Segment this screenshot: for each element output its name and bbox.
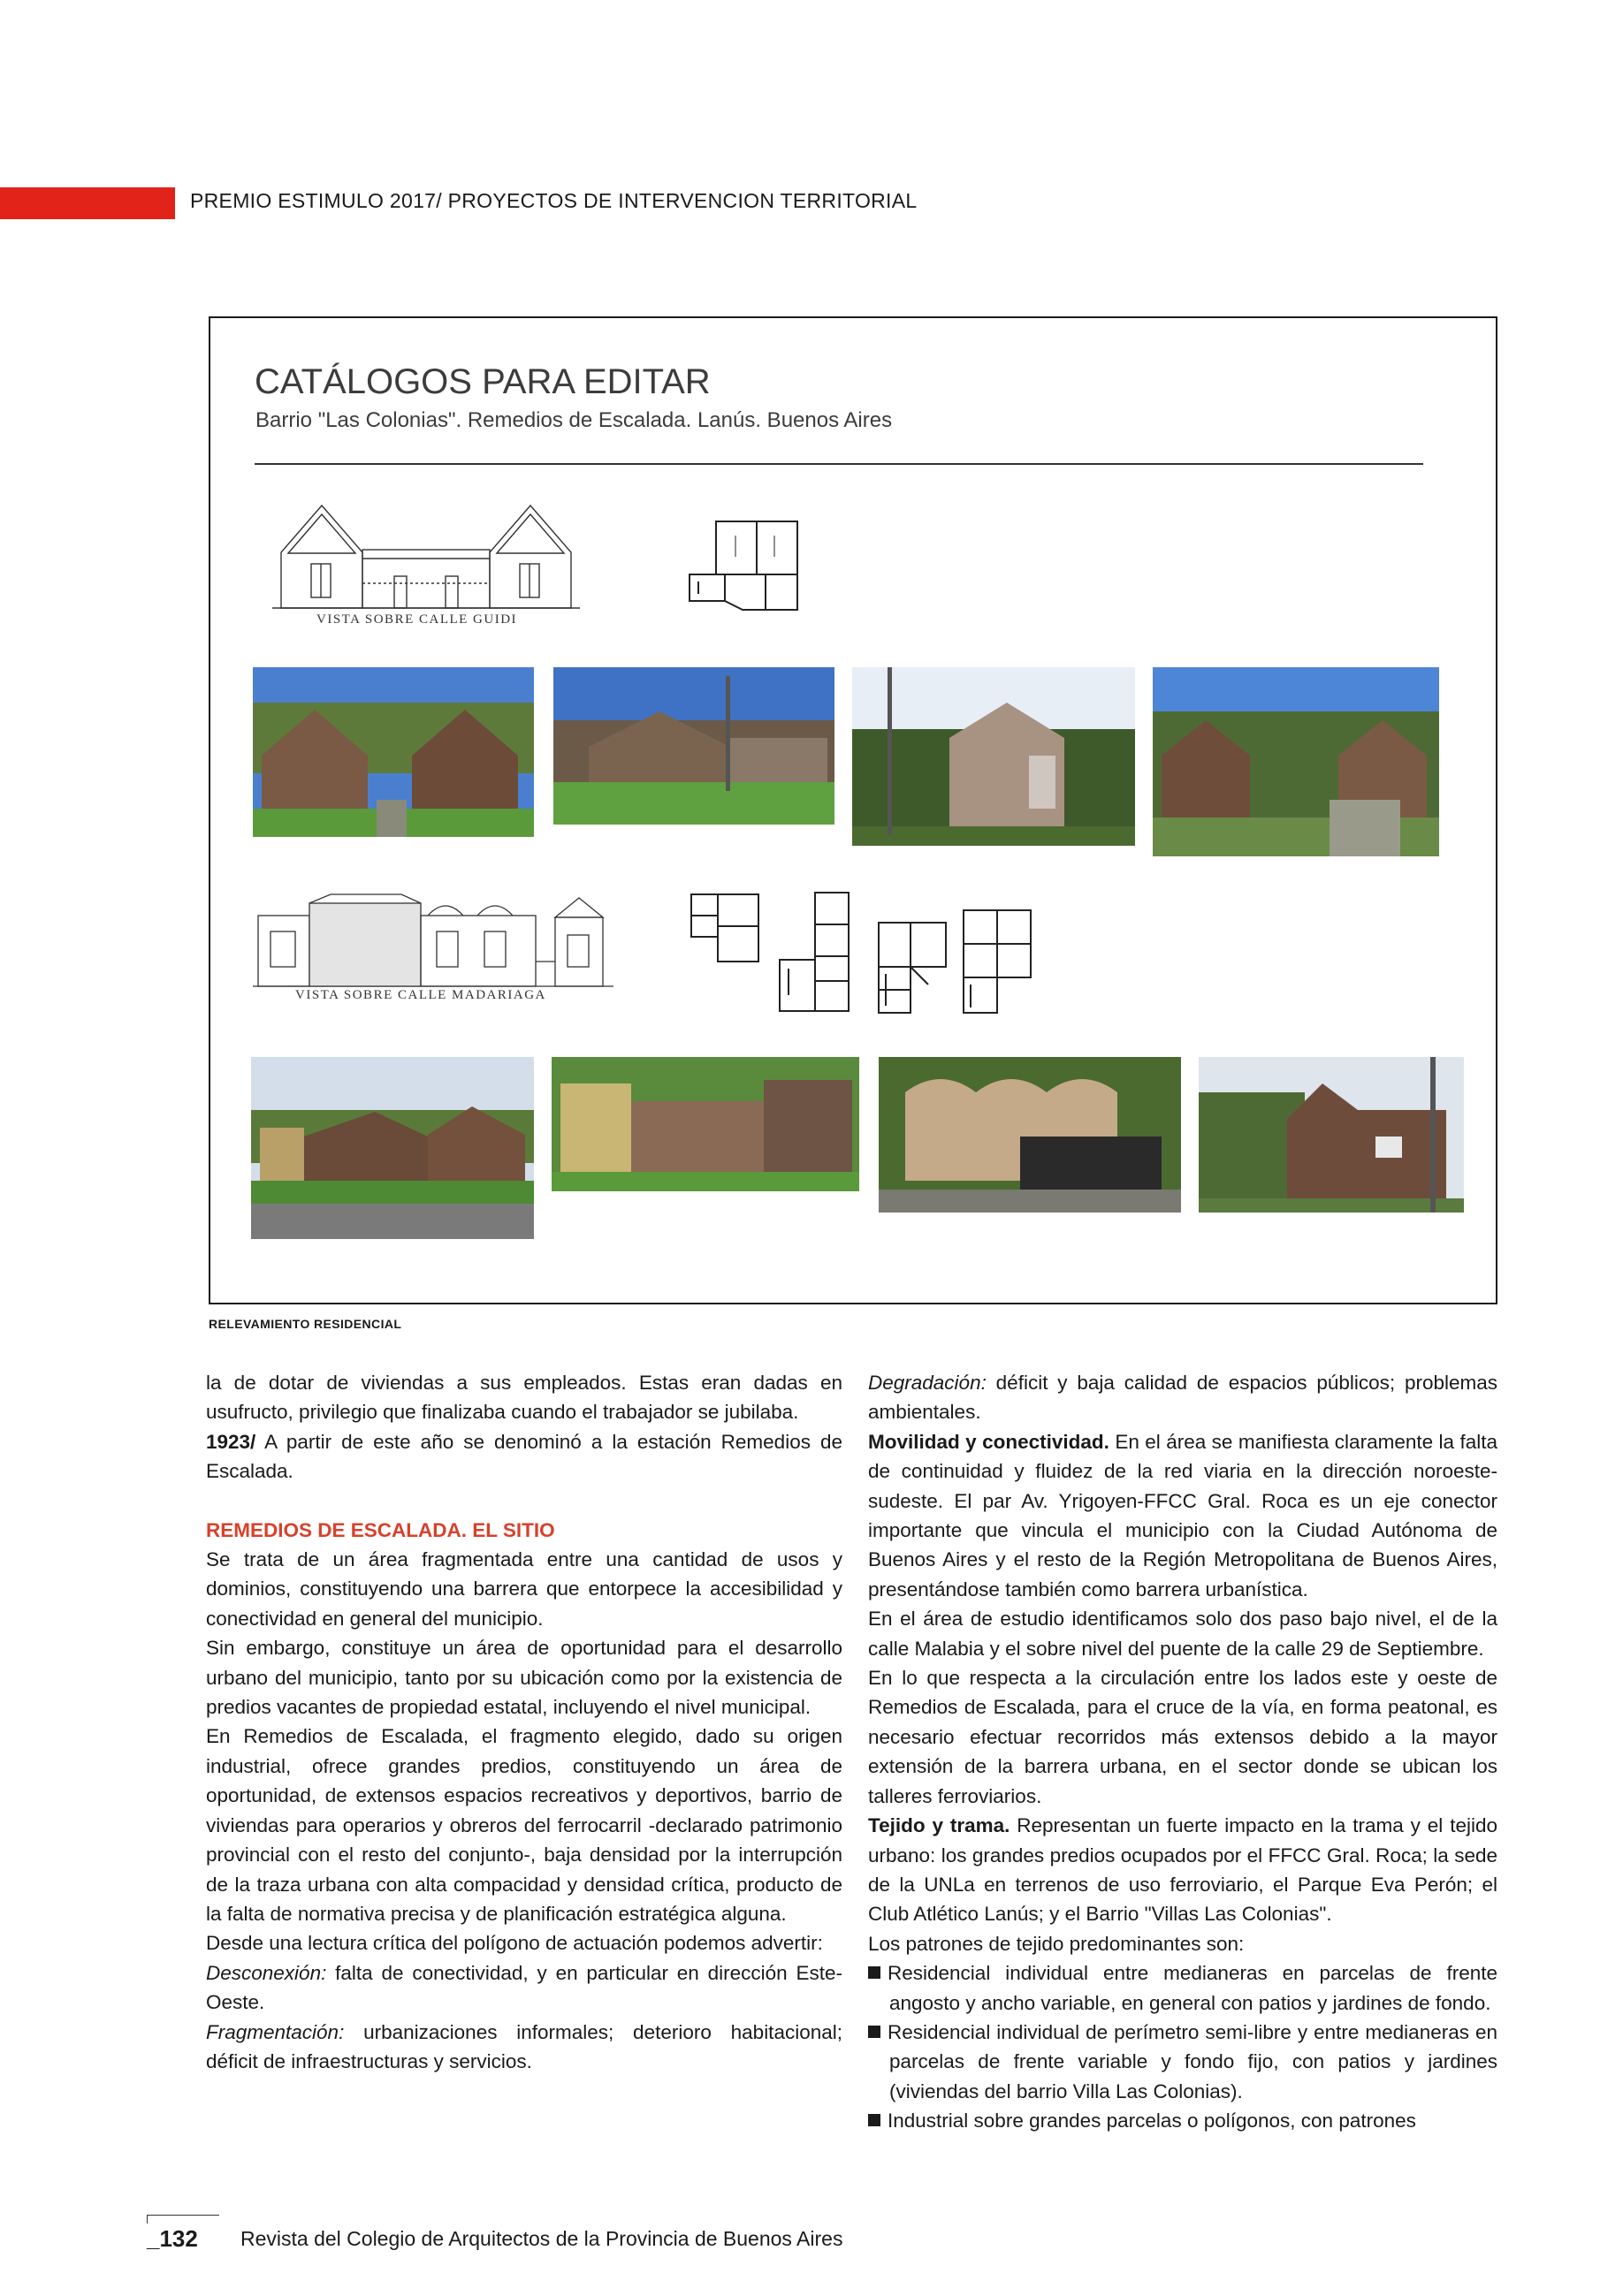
paragraph-movilidad: Movilidad y conectividad. En el área se manifiesta claramente la falta de continuidad y fluidez de la red viaria en la dirección noroeste-sudeste. El par Av. Yrigoyen-FFCC Gral. Roca es un eje conector importante que vincula el municipio con la Ciudad Autónoma de Buenos Aires y el resto de la Región Metropolitana de Buenos Aires, presentándose también como barrera urbanística. <box>868 1430 1497 1600</box>
list-item: Industrial sobre grandes parcelas o polígonos, con patrones <box>868 2106 1497 2135</box>
photo-house-8 <box>1199 1057 1464 1213</box>
figure-title: CATÁLOGOS PARA EDITAR <box>255 362 711 401</box>
figure-caption: RELEVAMIENTO RESIDENCIAL <box>209 1317 402 1331</box>
square-bullet-icon <box>868 2114 880 2126</box>
floor-plan-madariaga-3 <box>875 919 951 1016</box>
elevation-drawing-guidi <box>270 495 582 612</box>
photo-house-3 <box>852 667 1135 846</box>
floor-plan-guidi <box>686 518 810 617</box>
body-column-left <box>206 1368 842 2076</box>
floor-plan-madariaga-4 <box>960 907 1034 1016</box>
floor-plan-madariaga-2 <box>776 889 854 1015</box>
paragraph: la de dotar de viviendas a sus empleados. Estas eran dadas en usufructo, privilegio que finalizaba cuando el trabajador se jubilaba. <box>206 1372 842 1424</box>
paragraph: Los patrones de tejido predominantes son: <box>868 1932 1245 1955</box>
photo-house-7 <box>879 1057 1181 1213</box>
footer-rule <box>147 2215 219 2216</box>
photo-house-2 <box>553 667 834 825</box>
paragraph: Sin embargo, constituye un área de oportunidad para el desarrollo urbano del municipio, tanto por su ubicación como por la existencia de predios vacantes de propiedad estatal, incluyendo el nivel municipal. <box>206 1637 842 1719</box>
vista-madariaga-label: VISTA SOBRE CALLE MADARIAGA <box>295 988 546 1002</box>
floor-plan-madariaga-1 <box>688 891 764 965</box>
paragraph-degradacion: Degradación: déficit y baja calidad de espacios públicos; problemas ambientales. <box>868 1372 1497 1424</box>
term: Movilidad y conectividad. <box>868 1430 1109 1453</box>
year-label: 1923/ <box>206 1430 256 1453</box>
body-column-right <box>868 1368 1497 2136</box>
figure-title-rule <box>255 463 1423 465</box>
square-bullet-icon <box>868 2026 880 2038</box>
paragraph-1923: 1923/ A partir de este año se denominó a la estación Remedios de Escalada. <box>206 1430 842 1483</box>
list-item: Residencial individual de perímetro semi-libre y entre medianeras en parcelas de frente variable y fondo fijo, con patios y jardines (viviendas del barrio Villa Las Colonias). <box>868 2018 1497 2106</box>
square-bullet-icon <box>868 1966 880 1979</box>
elevation-drawing-madariaga <box>251 891 615 988</box>
term: Desconexión: <box>206 1961 327 1984</box>
vista-guidi-label: VISTA SOBRE CALLE GUIDI <box>316 612 518 627</box>
page-number: _132 <box>147 2225 198 2252</box>
footer-tick <box>147 2215 148 2224</box>
photo-house-6 <box>552 1057 859 1191</box>
paragraph-fragmentacion: Fragmentación: urbanizaciones informales; deterioro habitacional; déficit de infraestructuras y servicios. <box>206 2020 842 2072</box>
photo-house-5 <box>251 1057 534 1239</box>
publication-name: Revista del Colegio de Arquitectos de la Provincia de Buenos Aires <box>240 2227 843 2250</box>
photo-house-1 <box>253 667 534 837</box>
term: Fragmentación: <box>206 2020 345 2043</box>
term: Tejido y trama. <box>868 1814 1010 1837</box>
paragraph: Desde una lectura crítica del polígono de actuación podemos advertir: <box>206 1932 823 1955</box>
photo-house-4 <box>1153 667 1439 856</box>
section-heading: REMEDIOS DE ESCALADA. EL SITIO <box>206 1518 555 1541</box>
header-accent-bar <box>0 187 175 219</box>
running-head: PREMIO ESTIMULO 2017/ PROYECTOS DE INTERVENCION TERRITORIAL <box>190 189 918 212</box>
paragraph: En Remedios de Escalada, el fragmento elegido, dado su origen industrial, ofrece grandes predios, constituyendo un área de oportunidad, de extensos espacios recreativos y deportivos, barrio de viviendas para operarios y obreros del ferrocarril -declarado patrimonio provincial con el resto del conjunto-, baja densidad por la interrupción de la traza urbana con alta compacidad y densidad crítica, producto de la falta de normativa precisa y de planificación estratégica alguna. <box>206 1725 842 1925</box>
paragraph: En lo que respecta a la circulación entre los lados este y oeste de Remedios de Escalada, para el cruce de la vía, en forma peatonal, es necesario efectuar recorridos más extensos debido a la mayor extensión de la barrera urbana, en el sector donde se ubican los talleres ferroviarios. <box>868 1667 1497 1807</box>
term: Degradación: <box>868 1372 987 1394</box>
paragraph-desconexion: Desconexión: falta de conectividad, y en particular en dirección Este-Oeste. <box>206 1961 842 2014</box>
figure-subtitle: Barrio "Las Colonias". Remedios de Escalada. Lanús. Buenos Aires <box>255 408 893 432</box>
paragraph: En el área de estudio identificamos solo dos paso bajo nivel, el de la calle Malabia y el sobre nivel del puente de la calle 29 de Septiembre. <box>868 1608 1497 1660</box>
paragraph: Se trata de un área fragmentada entre una cantidad de usos y dominios, constituyendo una barrera que entorpece la accesibilidad y conectividad en general del municipio. <box>206 1548 842 1630</box>
paragraph-tejido: Tejido y trama. Representan un fuerte impacto en la trama y el tejido urbano: los grandes predios ocupados por el FFCC Gral. Roca; la sede de la UNLa en terrenos de uso ferroviario, el Parque Eva Perón; el Club Atlético Lanús; y el Barrio "Villas Las Colonias". <box>868 1814 1497 1926</box>
list-item: Residencial individual entre medianeras en parcelas de frente angosto y ancho variable, en general con patios y jardines de fondo. <box>868 1958 1497 2018</box>
